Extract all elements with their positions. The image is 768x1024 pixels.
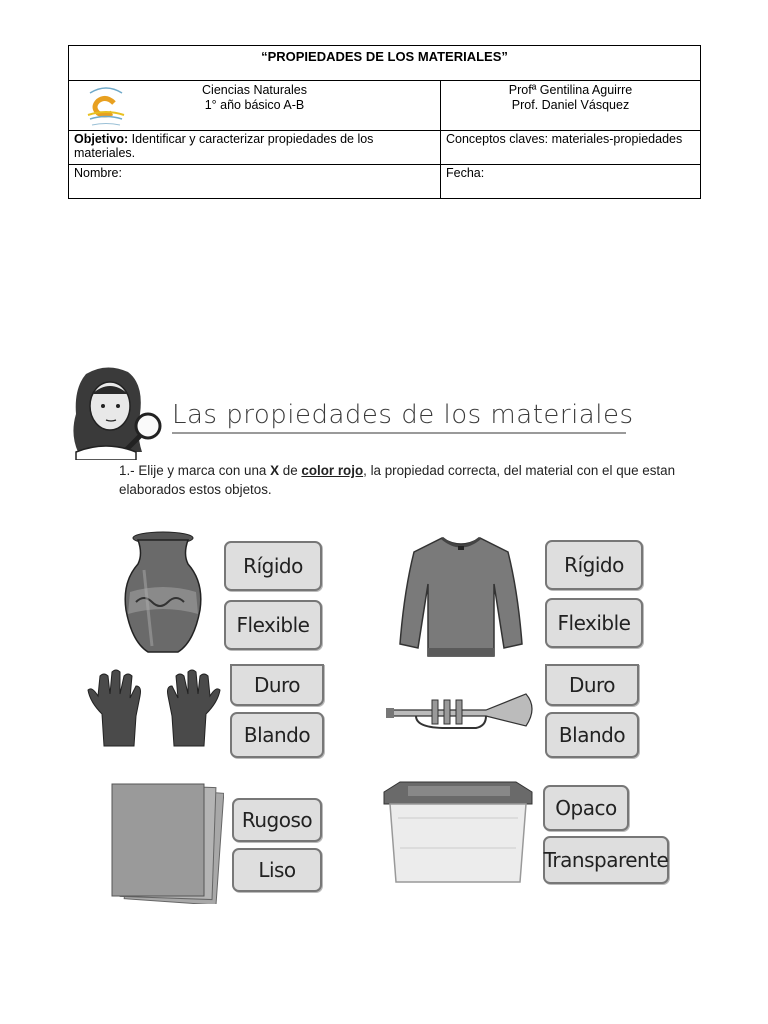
instruction-pre: 1.- Elije y marca con una [119,463,271,478]
option-rugoso-paper[interactable]: Rugoso [232,798,322,842]
trumpet-icon [386,686,542,730]
heading-underline [172,432,626,434]
concepts-cell [441,131,701,165]
subject-name: Ciencias Naturales [202,83,307,97]
instruction-x: X [270,463,280,478]
option-transparente-box[interactable]: Transparente [543,836,669,884]
option-opaco-box[interactable]: Opaco [543,785,629,831]
sweater-icon [398,532,524,660]
subject-cell [69,81,441,131]
worksheet-heading: Las propiedades de los materiales [172,400,634,430]
header-table [68,45,701,199]
instruction [119,461,679,499]
vase-icon [118,530,208,658]
name-field[interactable] [69,165,441,199]
school-logo-icon [84,85,128,127]
plastic-box-icon [380,778,536,890]
option-rigido-sweater[interactable]: Rígido [545,540,643,590]
gloves-icon [84,668,224,748]
objective-label: Objetivo: [74,132,129,146]
worksheet [60,360,680,920]
teachers-cell [441,81,701,131]
option-liso-paper[interactable]: Liso [232,848,322,892]
option-duro-gloves[interactable]: Duro [230,664,324,706]
teacher-2: Prof. Daniel Vásquez [511,98,630,112]
option-flexible-vase[interactable]: Flexible [224,600,322,650]
option-blando-gloves[interactable]: Blando [230,712,324,758]
instruction-post: , la propiedad correcta, del material con el que estan elaborados estos objetos. [119,463,676,497]
instruction-de: de [279,463,302,478]
instruction-red: color rojo [301,463,364,478]
worksheet-title: “PROPIEDADES DE LOS MATERIALES” [69,46,701,81]
date-field[interactable] [441,165,701,199]
objective-text: Identificar y caracterizar propiedades de los materiales. [74,132,374,160]
teacher-1: Profª Gentilina Aguirre [508,83,633,97]
date-label: Fecha: [446,166,485,180]
option-rigido-vase[interactable]: Rígido [224,541,322,591]
grade-level: 1° año básico A-B [204,98,305,112]
objective-cell [69,131,441,165]
option-duro-trumpet[interactable]: Duro [545,664,639,706]
option-flexible-sweater[interactable]: Flexible [545,598,643,648]
name-label: Nombre: [74,166,122,180]
girl-magnifier-icon [66,364,170,460]
key-concepts: Conceptos claves: materiales-propiedades [446,132,683,146]
paper-icon [106,778,224,904]
option-blando-trumpet[interactable]: Blando [545,712,639,758]
